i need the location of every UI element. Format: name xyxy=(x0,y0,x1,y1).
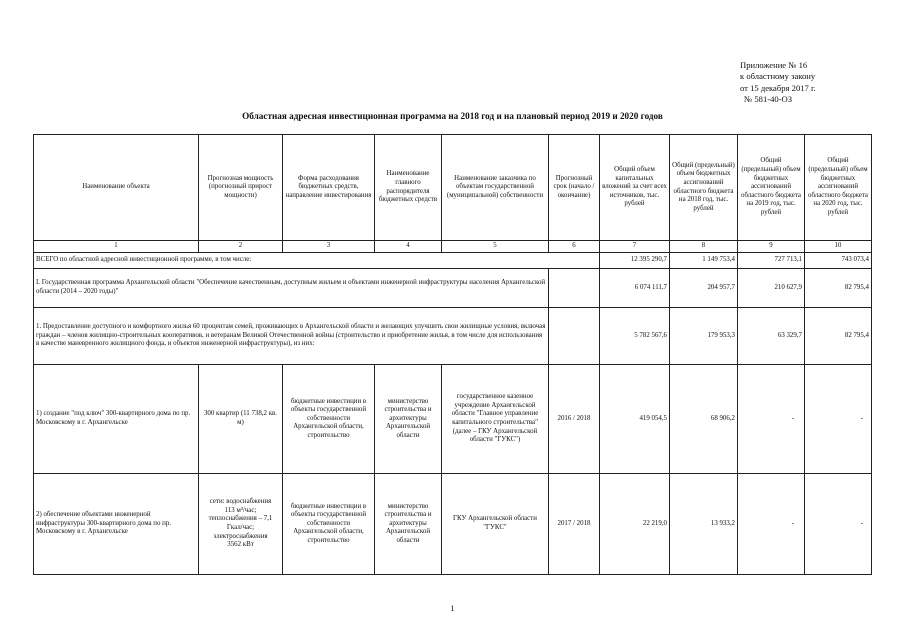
appendix-line-2: к областному закону xyxy=(740,71,816,82)
header-cell: Прогнозная мощность (прогнозный прирост мощности) xyxy=(199,135,283,241)
column-number: 2 xyxy=(199,241,283,253)
total-v9: 727 713,1 xyxy=(738,253,805,269)
table-row xyxy=(34,365,872,474)
column-number: 10 xyxy=(805,241,872,253)
header-cell: Наименование объекта xyxy=(34,135,199,241)
subprogram-row xyxy=(34,308,872,365)
capacity-line: теплоснабжения – 7,1 Гкал/час; xyxy=(208,515,273,531)
capacity-line: сети: водоснабжения xyxy=(209,498,272,506)
object-v10: - xyxy=(805,474,872,575)
total-v7: 12 395 290,7 xyxy=(600,253,670,269)
column-number-row xyxy=(34,241,872,253)
appendix-line-4: № 581-40-ОЗ xyxy=(744,94,793,105)
object-customer: государственное казенное учреждение Архангельской области "Главное управление капитального строительства" (далее – ГКУ Архангельской области "ГУКС") xyxy=(442,365,549,474)
capacity-line: 3562 кВт xyxy=(227,541,254,549)
header-cell: Общий (предельный) объем бюджетных ассигнований областного бюджета на 2020 год, тыс. рублей xyxy=(805,135,872,241)
total-label: ВСЕГО по областной адресной инвестиционной программе, в том числе: xyxy=(34,253,600,269)
column-number: 9 xyxy=(738,241,805,253)
appendix-line-1: Приложение № 16 xyxy=(740,60,808,70)
header-cell: Форма расходования бюджетных средств, направление инвестирования xyxy=(283,135,375,241)
appendix-line-3: от 15 декабря 2017 г. xyxy=(740,82,816,93)
column-number: 3 xyxy=(283,241,375,253)
program-v8: 204 957,7 xyxy=(670,269,738,308)
header-cell: Наименование главного распорядителя бюджетных средств xyxy=(375,135,442,241)
column-number: 1 xyxy=(34,241,199,253)
object-v10: - xyxy=(805,365,872,474)
header-row xyxy=(34,135,872,241)
program-label: I. Государственная программа Архангельской области "Обеспечение качественным, доступным жильем и объектами инженерной инфраструктуры населения Архангельской области (2014 – 2020 годы)" xyxy=(34,269,549,308)
subprogram-v8: 179 953,3 xyxy=(670,308,738,365)
object-manager: министерство строительства и архитектуры Архангельской области xyxy=(375,474,442,575)
program-v7: 6 074 111,7 xyxy=(600,269,670,308)
object-capacity: 300 квартир (11 738,2 кв. м) xyxy=(199,365,283,474)
header-cell: Общий объем капитальных вложений за счет всех источников, тыс. рублей xyxy=(600,135,670,241)
subprogram-v10: 82 795,4 xyxy=(805,308,872,365)
object-capacity xyxy=(199,474,283,575)
table-row xyxy=(34,474,872,575)
object-manager: министерство строительства и архитектуры Архангельской области xyxy=(375,365,442,474)
header-cell: Общий (предельный) объем бюджетных ассигнований областного бюджета на 2018 год, тыс. рублей xyxy=(670,135,738,241)
object-period: 2017 / 2018 xyxy=(549,474,600,575)
program-v10: 82 795,4 xyxy=(805,269,872,308)
column-number: 5 xyxy=(442,241,549,253)
total-row xyxy=(34,253,872,269)
object-v8: 68 906,2 xyxy=(670,365,738,474)
subprogram-label: 1. Предоставление доступного и комфортного жилья 60 процентам семей, проживающих в Архангельской области и желающих улучшить свои жилищные условия, включая граждан – членов жилищно-строительных кооперативов, и ветеранам Великой Отечественной войны (строительство и приобретение жилья, в том числе для использования в качестве маневренного жилищного фонда, и объектов инженерной инфраструктуры), из них: xyxy=(34,308,549,365)
subprogram-v9: 63 329,7 xyxy=(738,308,805,365)
empty-cell xyxy=(549,269,600,308)
object-name: 1) создание "под ключ" 300-квартирного дома по пр. Московскому в г. Архангельске xyxy=(34,365,199,474)
capacity-line: электроснабжения xyxy=(213,532,268,540)
program-v9: 210 627,9 xyxy=(738,269,805,308)
object-period: 2016 / 2018 xyxy=(549,365,600,474)
object-v9: - xyxy=(738,365,805,474)
column-number: 6 xyxy=(549,241,600,253)
capacity-line: 113 м³/час; xyxy=(224,506,257,514)
object-v7: 419 054,5 xyxy=(600,365,670,474)
page-number: 1 xyxy=(450,604,455,613)
column-number: 8 xyxy=(670,241,738,253)
subprogram-v7: 5 782 567,6 xyxy=(600,308,670,365)
object-v9: - xyxy=(738,474,805,575)
object-name: 2) обеспечение объектами инженерной инфраструктуры 300-квартирного дома по пр. Московскому в г. Архангельске xyxy=(34,474,199,575)
appendix-note xyxy=(740,60,816,106)
object-form: бюджетные инвестиции в объекты государственной собственности Архангельской области, строительство xyxy=(283,365,375,474)
total-v8: 1 149 753,4 xyxy=(670,253,738,269)
object-v7: 22 219,0 xyxy=(600,474,670,575)
empty-cell xyxy=(549,308,600,365)
object-customer: ГКУ Архангельской области "ГУКС" xyxy=(442,474,549,575)
header-cell: Наименование заказчика по объектам государственной (муниципальной) собственности xyxy=(442,135,549,241)
header-cell: Прогнозный срок (начало / окончание) xyxy=(549,135,600,241)
column-number: 4 xyxy=(375,241,442,253)
document-title: Областная адресная инвестиционная программа на 2018 год и на плановый период 2019 и 2020 годов xyxy=(242,111,663,121)
total-v10: 743 073,4 xyxy=(805,253,872,269)
column-number: 7 xyxy=(600,241,670,253)
program-row xyxy=(34,269,872,308)
object-v8: 13 933,2 xyxy=(670,474,738,575)
header-cell: Общий (предельный) объем бюджетных ассигнований областного бюджета на 2019 год, тыс. рублей xyxy=(738,135,805,241)
object-form: бюджетные инвестиции в объекты государственной собственности Архангельской области, строительство xyxy=(283,474,375,575)
investment-table xyxy=(33,134,872,575)
